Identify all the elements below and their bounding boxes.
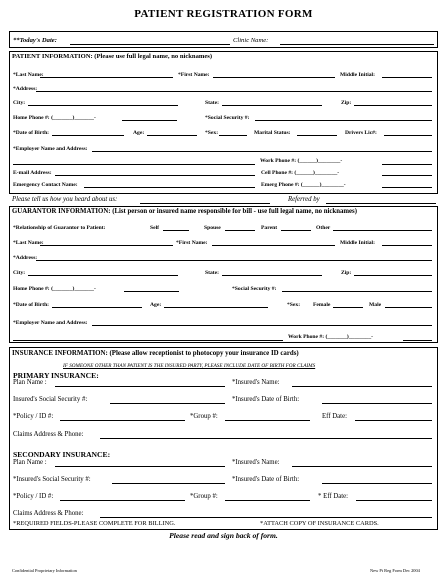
patient-middle-initial-label: Middle Initial:: [340, 72, 375, 78]
guarantor-female-label: Female: [313, 302, 331, 308]
guarantor-last-name-field[interactable]: [40, 245, 173, 246]
primary-plan-name-label: Plan Name :: [13, 379, 47, 386]
secondary-eff-date-label: * Eff Date:: [318, 493, 349, 500]
guarantor-other-label: Other: [316, 225, 331, 231]
patient-zip-label: Zip:: [341, 100, 352, 106]
guarantor-sex-label: *Sex:: [287, 302, 301, 308]
patient-city-field[interactable]: [28, 105, 178, 106]
patient-address-label: *Address:: [13, 86, 38, 92]
patient-home-phone-field[interactable]: [122, 120, 177, 121]
guarantor-work-phone-label: Work Phone #: (_______)________-: [288, 334, 373, 340]
secondary-claims-field[interactable]: [100, 517, 432, 518]
patient-emergency-phone-field[interactable]: [382, 187, 432, 188]
guarantor-info-header: GUARANTOR INFORMATION: (List person or insured name responsible for bill - use full legal name, no nicknames): [12, 208, 357, 215]
secondary-insureds-name-label: *Insured's Name:: [232, 459, 280, 466]
form-title: PATIENT REGISTRATION FORM: [134, 8, 313, 20]
patient-sex-label: *Sex:: [205, 130, 219, 136]
guarantor-last-name-label: *Last Name:: [13, 240, 44, 246]
patient-email-field[interactable]: [55, 175, 255, 176]
patient-ssn-label: *Social Security #:: [205, 115, 250, 121]
guarantor-spouse-field[interactable]: [225, 230, 255, 231]
guarantor-dob-field[interactable]: [52, 307, 142, 308]
patient-sex-field[interactable]: [219, 135, 247, 136]
required-fields-note: *REQUIRED FIELDS-PLEASE COMPLETE FOR BILLING.: [13, 520, 176, 527]
secondary-plan-name-field[interactable]: [55, 466, 225, 467]
primary-policy-field[interactable]: [60, 420, 185, 421]
secondary-policy-label: *Policy / ID #:: [13, 493, 54, 500]
secondary-plan-name-label: Plan Name :: [13, 459, 47, 466]
insurance-note: IF SOMEONE OTHER THAN PATIENT IS THE INSURED PARTY, PLEASE INCLUDE DATE OF BIRTH FOR CLAIMS: [63, 363, 316, 369]
primary-insured-ssn-label: Insured's Social Security #:: [13, 396, 88, 403]
patient-work-phone-label: Work Phone #: (______)________-: [260, 158, 343, 164]
guarantor-ssn-field[interactable]: [282, 291, 432, 292]
todays-date-field[interactable]: [70, 44, 230, 45]
guarantor-city-label: City:: [13, 270, 26, 276]
patient-work-phone-field[interactable]: [382, 164, 432, 165]
secondary-claims-label: Claims Address & Phone:: [13, 510, 84, 517]
sign-back-note: Please read and sign back of form.: [169, 531, 278, 540]
secondary-insured-dob-label: *Insured's Date of Birth:: [232, 476, 300, 483]
patient-last-name-label: *Last Name:: [13, 72, 44, 78]
secondary-insurance-title: SECONDARY INSURANCE:: [13, 450, 111, 459]
attach-cards-note: *ATTACH COPY OF INSURANCE CARDS.: [260, 520, 379, 527]
guarantor-first-name-label: *First Name:: [176, 240, 208, 246]
top-info-box: [9, 31, 438, 48]
primary-eff-date-label: Eff Date:: [322, 413, 347, 420]
primary-policy-label: *Policy / ID #:: [13, 413, 54, 420]
guarantor-zip-label: Zip:: [341, 270, 352, 276]
guarantor-age-label: Age:: [150, 302, 162, 308]
patient-emergency-field[interactable]: [84, 187, 255, 188]
primary-plan-name-field[interactable]: [55, 386, 225, 387]
guarantor-relationship-label: *Relationship of Guarantor to Patient:: [13, 225, 106, 231]
guarantor-employer-field[interactable]: [92, 325, 432, 326]
guarantor-female-field[interactable]: [333, 307, 363, 308]
patient-age-label: Age:: [133, 130, 145, 136]
patient-emergency-phone-label: Emerg Phone #: (______)________-: [261, 182, 346, 188]
patient-address-field[interactable]: [36, 91, 432, 92]
patient-middle-initial-field[interactable]: [382, 77, 432, 78]
primary-claims-label: Claims Address & Phone:: [13, 431, 84, 438]
guarantor-city-field[interactable]: [28, 275, 178, 276]
patient-age-field[interactable]: [147, 135, 197, 136]
patient-employer-field-2[interactable]: [13, 164, 255, 165]
todays-date-label: **Today's Date:: [13, 37, 57, 44]
guarantor-self-field[interactable]: [163, 230, 189, 231]
patient-employer-label: *Employer Name and Address:: [13, 146, 88, 152]
heard-about-field[interactable]: [140, 203, 270, 204]
patient-drivers-field[interactable]: [384, 135, 432, 136]
guarantor-first-name-field[interactable]: [212, 245, 335, 246]
patient-home-phone-label: Home Phone #: (_______)_______-: [13, 115, 96, 121]
secondary-group-field[interactable]: [225, 500, 310, 501]
secondary-eff-date-field[interactable]: [356, 500, 432, 501]
patient-info-header: PATIENT INFORMATION: (Please use full legal name, no nicknames): [12, 53, 213, 60]
guarantor-middle-initial-field[interactable]: [382, 245, 432, 246]
patient-state-field[interactable]: [222, 105, 322, 106]
guarantor-age-field[interactable]: [164, 307, 268, 308]
guarantor-address-label: *Address:: [13, 255, 38, 261]
primary-eff-date-field[interactable]: [355, 420, 432, 421]
guarantor-parent-field[interactable]: [281, 230, 311, 231]
patient-last-name-field[interactable]: [40, 77, 173, 78]
guarantor-employer-field-2[interactable]: [13, 340, 283, 341]
patient-cell-phone-label: Cell Phone #: (______)________-: [261, 170, 340, 176]
primary-insureds-name-label: *Insured's Name:: [232, 379, 280, 386]
patient-first-name-label: *First Name:: [178, 72, 210, 78]
guarantor-address-field[interactable]: [36, 260, 432, 261]
guarantor-other-field[interactable]: [333, 230, 432, 231]
patient-state-label: State:: [205, 100, 219, 106]
guarantor-male-label: Male: [369, 302, 382, 308]
patient-cell-phone-field[interactable]: [382, 175, 432, 176]
guarantor-male-field[interactable]: [385, 307, 432, 308]
patient-ssn-field[interactable]: [255, 120, 432, 121]
guarantor-spouse-label: Spouse: [204, 225, 221, 231]
secondary-policy-field[interactable]: [60, 500, 185, 501]
primary-claims-field[interactable]: [100, 438, 432, 439]
guarantor-state-field[interactable]: [222, 275, 322, 276]
guarantor-parent-label: Parent: [261, 225, 278, 231]
guarantor-dob-label: *Date of Birth:: [13, 302, 50, 308]
patient-dob-field[interactable]: [52, 135, 124, 136]
primary-insured-dob-field[interactable]: [322, 403, 432, 404]
clinic-name-label: Clinic Name:: [233, 37, 269, 44]
guarantor-ssn-label: *Social Security #:: [232, 286, 277, 292]
primary-insured-ssn-field[interactable]: [110, 403, 225, 404]
secondary-insured-ssn-label: *Insured's Social Security #:: [13, 476, 91, 483]
guarantor-state-label: State:: [205, 270, 219, 276]
guarantor-work-phone-field[interactable]: [403, 340, 432, 341]
patient-emergency-label: Emergency Contact Name:: [13, 182, 78, 188]
referred-by-field[interactable]: [326, 203, 436, 204]
secondary-insured-dob-field[interactable]: [322, 483, 432, 484]
referred-by-label: Referred by: [288, 196, 320, 203]
primary-insured-dob-label: *Insured's Date of Birth:: [232, 396, 300, 403]
clinic-name-field[interactable]: [280, 44, 434, 45]
secondary-insureds-name-field[interactable]: [292, 466, 432, 467]
guarantor-home-phone-label: Home Phone #: (_______)_______-: [13, 286, 96, 292]
patient-employer-field[interactable]: [92, 151, 432, 152]
primary-insurance-title: PRIMARY INSURANCE:: [13, 371, 99, 380]
insurance-info-header: INSURANCE INFORMATION: (Please allow receptionist to photocopy your insurance ID cards): [12, 350, 299, 357]
primary-group-label: *Group #:: [190, 413, 218, 420]
secondary-group-label: *Group #:: [190, 493, 218, 500]
patient-first-name-field[interactable]: [213, 77, 335, 78]
guarantor-employer-label: *Employer Name and Address:: [13, 320, 88, 326]
patient-city-label: City:: [13, 100, 26, 106]
patient-email-label: E-mail Address:: [13, 170, 52, 176]
patient-dob-label: *Date of Birth:: [13, 130, 50, 136]
patient-drivers-label: Drivers Lic#:: [345, 130, 377, 136]
footer-left: Confidential Proprietary Information: [12, 568, 77, 573]
primary-insureds-name-field[interactable]: [292, 386, 432, 387]
guarantor-self-label: Self: [150, 225, 160, 231]
heard-about-label: Please tell us how you heard about us:: [12, 196, 118, 203]
primary-group-field[interactable]: [225, 420, 310, 421]
guarantor-middle-initial-label: Middle Initial:: [340, 240, 375, 246]
secondary-insured-ssn-field[interactable]: [112, 483, 225, 484]
patient-marital-field[interactable]: [297, 135, 337, 136]
patient-zip-field[interactable]: [354, 105, 432, 106]
patient-marital-label: Marital Status:: [254, 130, 291, 136]
footer-right: New Pt Reg Form Dec 2004: [370, 568, 420, 573]
guarantor-home-phone-field[interactable]: [124, 291, 179, 292]
guarantor-zip-field[interactable]: [354, 275, 432, 276]
